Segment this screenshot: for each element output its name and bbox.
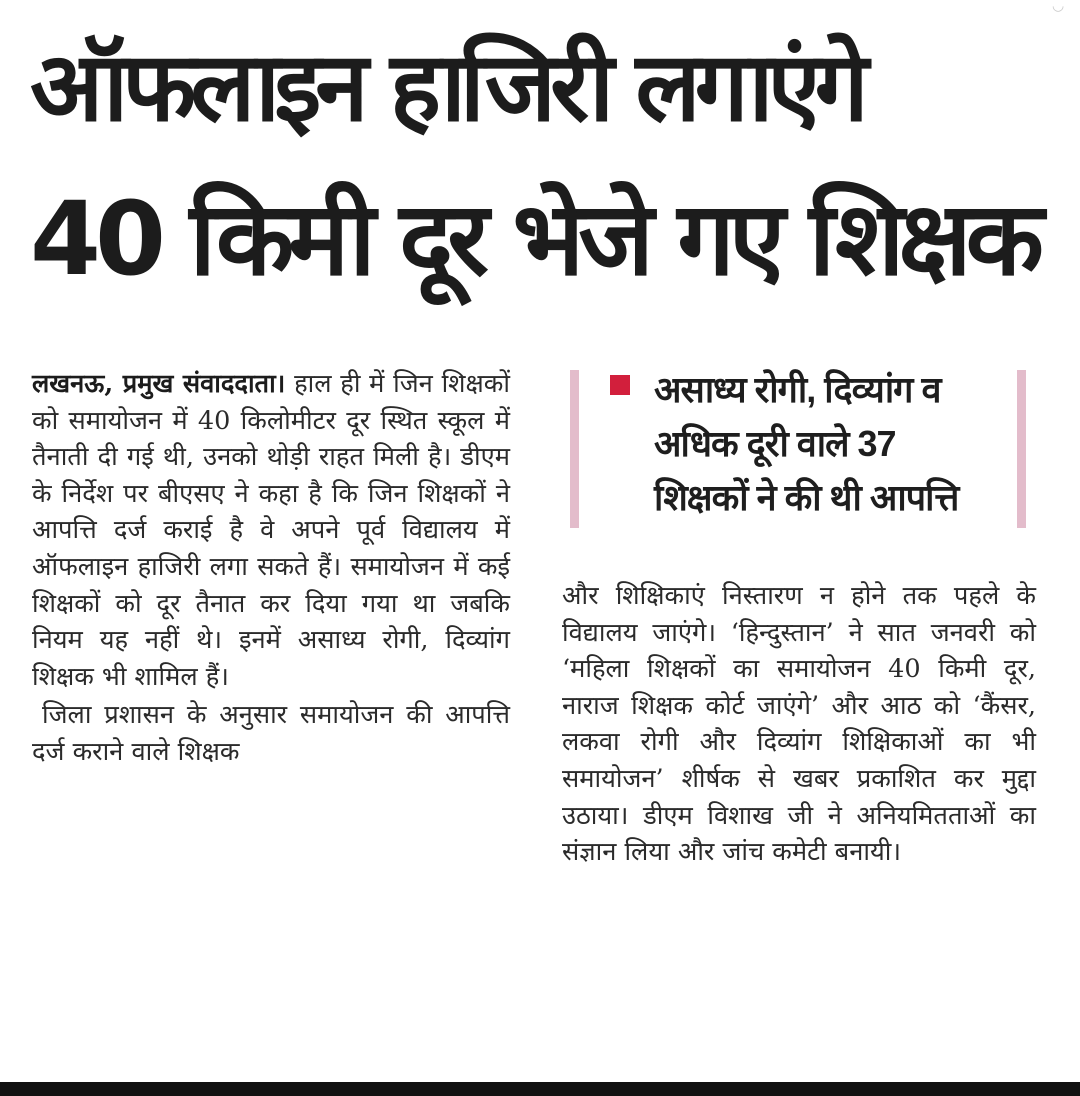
corner-mark-icon: ◡ bbox=[1052, 0, 1065, 14]
highlight-line-2: अधिक दूरी वाले 37 bbox=[654, 423, 896, 464]
article-paragraph-1 bbox=[32, 366, 510, 695]
highlight-bracket-right bbox=[1017, 370, 1026, 528]
highlight-line-1: असाध्य रोगी, दिव्यांग व bbox=[654, 369, 941, 410]
bottom-rule bbox=[0, 1082, 1080, 1096]
paragraph-1-text: हाल ही में जिन शिक्षकों को समायोजन में 40 किलोमीटर दूर स्थित स्कूल में तैनाती दी गई थी, उनको थोड़ी राहत मिली है। डीएम के निर्देश पर बीएसए ने कहा है कि जिन शिक्षकों ने आपत्ति दर्ज कराई है वे अपने पूर्व विद्यालय में ऑफलाइन हाजिरी लगा सकते हैं। समायोजन में कई शिक्षकों को दूर तैनात कर दिया गया था जबकि नियम यह नहीं थे। इनमें असाध्य रोगी, दिव्यांग शिक्षक भी शामिल हैं। bbox=[32, 369, 510, 692]
article-column-left bbox=[32, 366, 510, 771]
headline-line-1: ऑफलाइन हाजिरी लगाएंगे bbox=[30, 31, 863, 143]
highlight-line-3: शिक्षकों ने की थी आपत्ति bbox=[654, 477, 959, 518]
bullet-square-icon bbox=[610, 375, 630, 395]
article-paragraph-2-start: जिला प्रशासन के अनुसार समायोजन की आपत्ति दर्ज कराने वाले शिक्षक bbox=[32, 700, 510, 767]
dateline: लखनऊ, प्रमुख संवाददाता। bbox=[32, 369, 286, 399]
highlight-bracket-left bbox=[570, 370, 579, 528]
highlight-box bbox=[654, 363, 1004, 525]
article-paragraph-2-cont: और शिक्षिकाएं निस्तारण न होने तक पहले के विद्यालय जाएंगे। ‘हिन्दुस्तान’ ने सात जनवरी को ‘महिला शिक्षकों का समायोजन 40 किमी दूर, नाराज शिक्षक कोर्ट जाएंगे’ और आठ को ‘कैंसर, लकवा रोगी और दिव्यांग शिक्षिकाओं का भी समायोजन’ शीर्षक से खबर प्रकाशित कर मुद्दा उठाया। डीएम विशाख जी ने अनियमितताओं का संज्ञान लिया और जांच कमेटी बनायी। bbox=[562, 581, 1036, 868]
headline-line-2: 40 किमी दूर भेजे गए शिक्षक bbox=[30, 180, 1039, 299]
article-column-right bbox=[562, 578, 1036, 871]
